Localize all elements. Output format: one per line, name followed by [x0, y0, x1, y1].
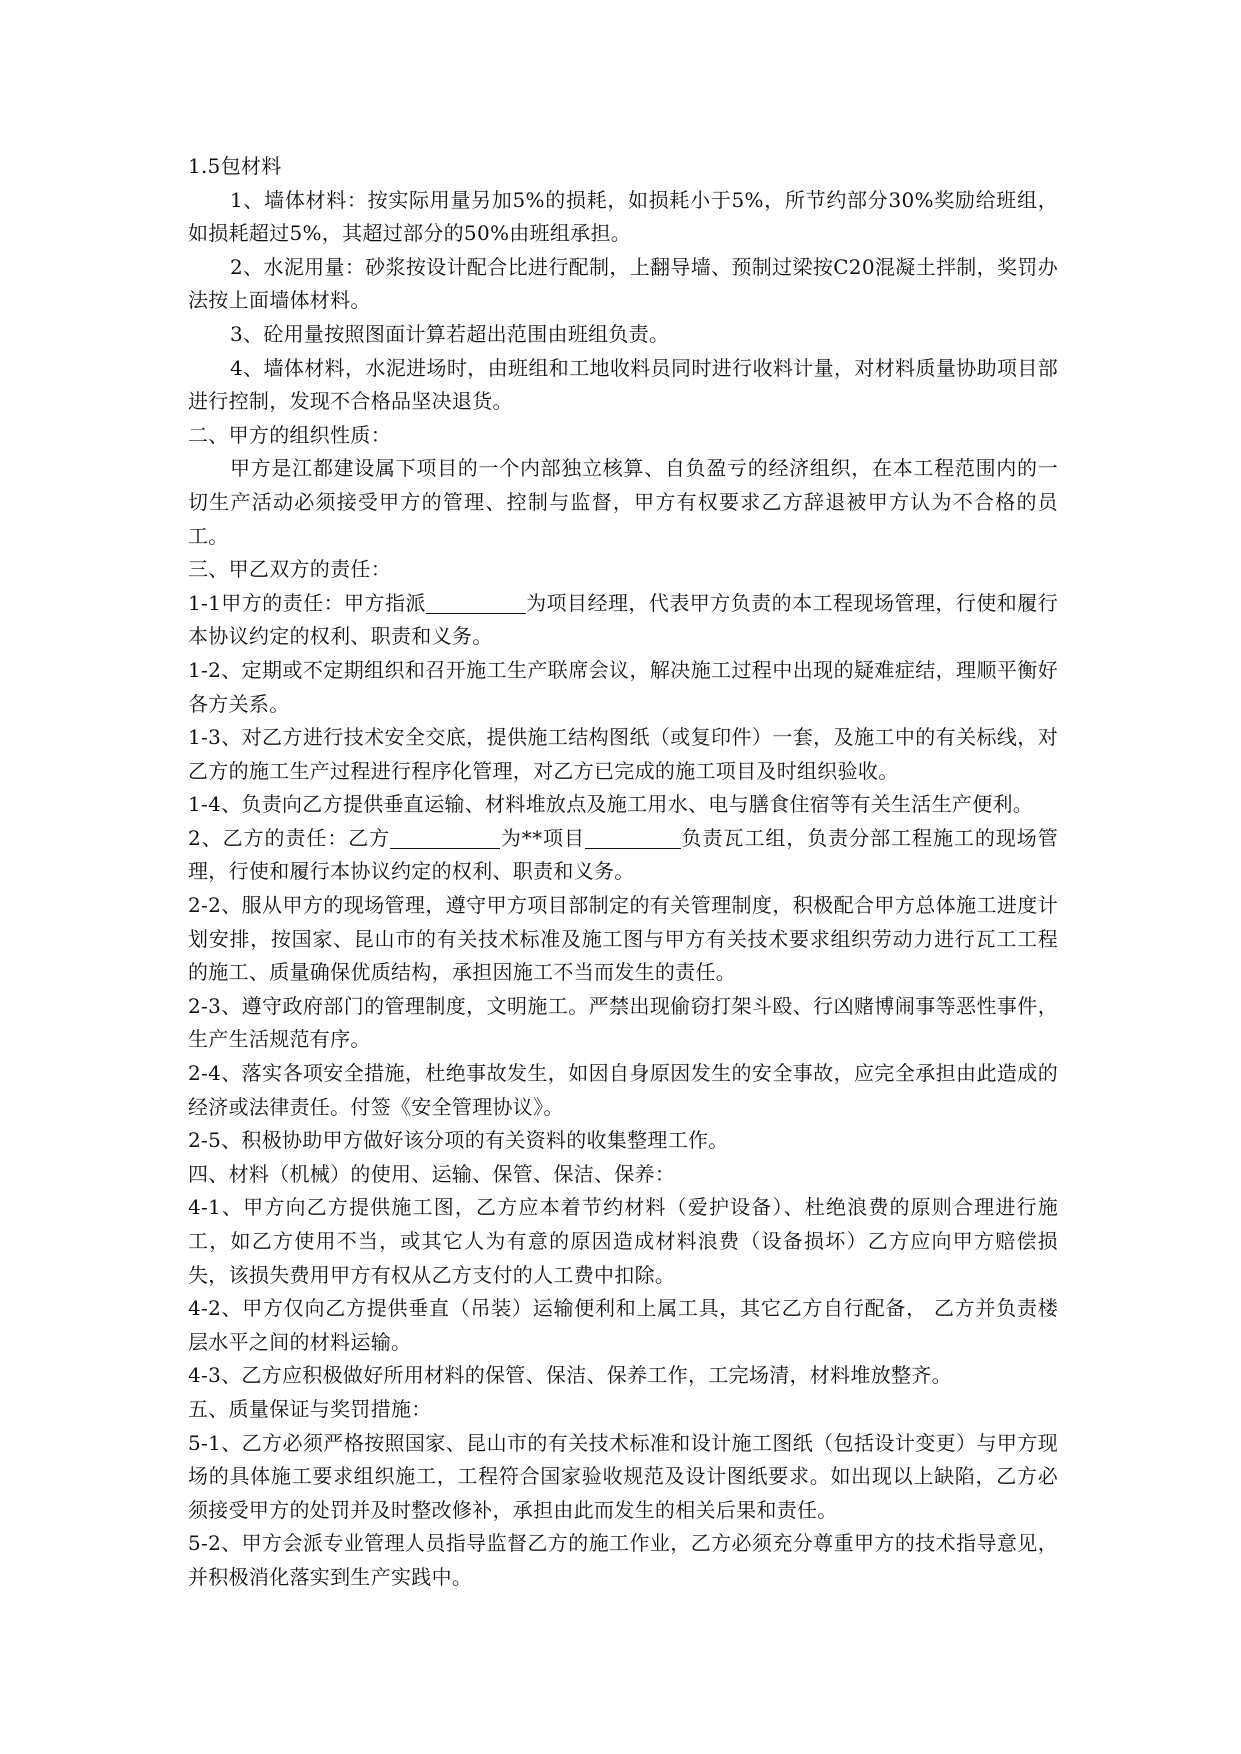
paragraph-1-1-rest: 为项目经理，代表甲方负责的本工程现场管理，行使和履行本协议约定的权利、职责和义务。	[188, 590, 1058, 649]
blank-project-manager	[426, 591, 526, 614]
section-heading-2: 二、甲方的组织性质：	[188, 422, 391, 447]
paragraph-4-3: 4-3、乙方应积极做好所用材料的保管、保洁、保养工作，工完场清，材料堆放整齐。	[188, 1363, 952, 1388]
paragraph-1-4: 1-4、负责向乙方提供垂直运输、材料堆放点及施工用水、电与膳食住宿等有关生活生产便利。	[188, 792, 1034, 817]
paragraph-4-2: 4-2、甲方仅向乙方提供垂直（吊装）运输便利和上属工具，其它乙方自行配备， 乙方并负责楼层水平之间的材料运输。	[188, 1296, 1058, 1354]
blank-party-b-role	[585, 826, 681, 849]
paragraph-2	[188, 822, 1058, 889]
paragraph-2-rest: 负责瓦工组，负责分部工程施工的现场管理，行使和履行本协议约定的权利、职责和义务。	[188, 825, 1059, 884]
document-page	[188, 150, 1058, 1595]
paragraph-1-5-item-2: 2、水泥用量：砂浆按设计配合比进行配制，上翻导墙、预制过梁按C20混凝土拌制，奖罚办法按上面墙体材料。	[188, 254, 1058, 313]
paragraph-2-2: 2-2、服从甲方的现场管理，遵守甲方项目部制定的有关管理制度，积极配合甲方总体施工进度计划安排，按国家、昆山市的有关技术标准及施工图与甲方有关技术要求组织劳动力进行瓦工工程的施工、质量确保优质结构，承担因施工不当而发生的责任。	[188, 893, 1058, 985]
paragraph-1-1-lead: 1-1甲方的责任：甲方指派	[188, 590, 426, 615]
section-heading-5: 五、质量保证与奖罚措施：	[188, 1396, 432, 1421]
paragraph-2-5: 2-5、积极协助甲方做好该分项的有关资料的收集整理工作。	[188, 1128, 729, 1153]
paragraph-2-mid: 为**项目	[500, 825, 585, 850]
paragraph-1-5-item-1: 1、墙体材料：按实际用量另加5%的损耗，如损耗小于5%，所节约部分30%奖励给班组，如损耗超过5%，其超过部分的50%由班组承担。	[188, 187, 1058, 246]
section-heading-4: 四、材料（机械）的使用、运输、保管、保洁、保养：	[188, 1161, 676, 1186]
paragraph-1-1	[188, 587, 1058, 654]
paragraph-1-2: 1-2、定期或不定期组织和召开施工生产联席会议，解决施工过程中出现的疑难症结，理顺平衡好各方关系。	[188, 657, 1058, 716]
paragraph-5-2: 5-2、甲方会派专业管理人员指导监督乙方的施工作业，乙方必须充分尊重甲方的技术指导意见，并积极消化落实到生产实践中。	[188, 1531, 1058, 1589]
paragraph-1-5-item-3: 3、砼用量按照图面计算若超出范围由班组负责。	[230, 321, 670, 346]
paragraph-2-3: 2-3、遵守政府部门的管理制度，文明施工。严禁出现偷窃打架斗殴、行凶赌博闹事等恶性事件，生产生活规范有序。	[188, 993, 1058, 1052]
section-heading-1-5: 1.5包材料	[188, 154, 282, 178]
paragraph-5-1: 5-1、乙方必须严格按照国家、昆山市的有关技术标准和设计施工图纸（包括设计变更）与甲方现场的具体施工要求组织施工，工程符合国家验收规范及设计图纸要求。如出现以上缺陷，乙方必须接受甲方的处罚并及时整改修补，承担由此而发生的相关后果和责任。	[188, 1430, 1058, 1522]
section-heading-3: 三、甲乙双方的责任：	[188, 557, 391, 582]
paragraph-2-lead: 2、乙方的责任：乙方	[188, 825, 391, 850]
blank-party-b-name	[390, 826, 500, 849]
paragraph-1-3: 1-3、对乙方进行技术安全交底，提供施工结构图纸（或复印件）一套，及施工中的有关标线，对乙方的施工生产过程进行程序化管理，对乙方已完成的施工项目及时组织验收。	[188, 725, 1058, 783]
paragraph-2-4: 2-4、落实各项安全措施，杜绝事故发生，如因自身原因发生的安全事故，应完全承担由此造成的经济或法律责任。付签《安全管理协议》。	[188, 1061, 1058, 1119]
paragraph-1-5-item-4: 4、墙体材料，水泥进场时，由班组和工地收料员同时进行收料计量，对材料质量协助项目部进行控制，发现不合格品坚决退货。	[188, 355, 1058, 414]
paragraph-4-1: 4-1、甲方向乙方提供施工图，乙方应本着节约材料（爱护设备）、杜绝浪费的原则合理进行施工，如乙方使用不当，或其它人为有意的原因造成材料浪费（设备损坏）乙方应向甲方赔偿损失，该损失费用甲方有权从乙方支付的人工费中扣除。	[188, 1195, 1058, 1287]
paragraph-section-2: 甲方是江都建设属下项目的一个内部独立核算、自负盈亏的经济组织，在本工程范围内的一切生产活动必须接受甲方的管理、控制与监督，甲方有权要求乙方辞退被甲方认为不合格的员工。	[188, 456, 1058, 548]
